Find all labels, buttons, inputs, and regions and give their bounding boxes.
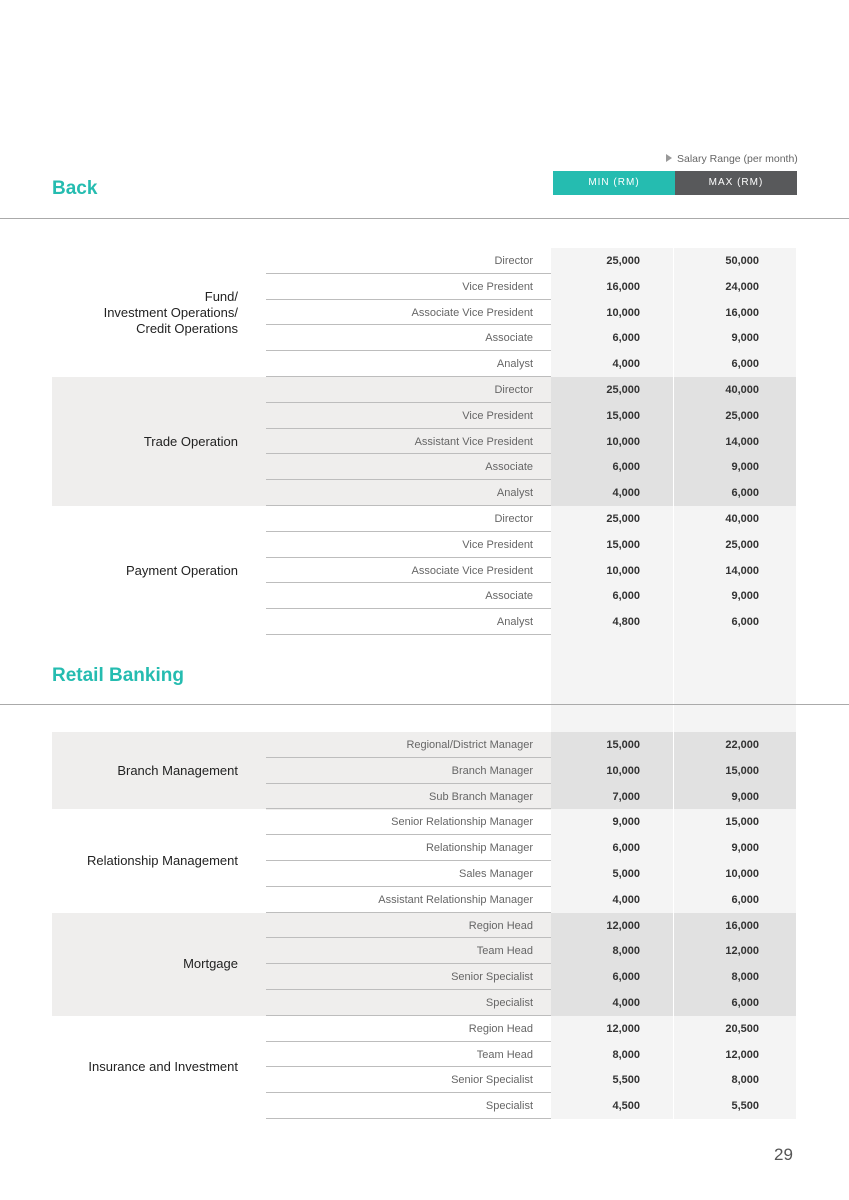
min-salary-cell	[551, 583, 673, 609]
max-salary-value: 16,000	[725, 919, 759, 932]
min-salary-cell	[551, 938, 673, 964]
max-salary-cell	[674, 887, 796, 913]
max-salary-value: 9,000	[731, 790, 759, 803]
role-label: Director	[494, 384, 533, 396]
min-salary-value: 5,500	[612, 1074, 640, 1087]
max-salary-value: 14,000	[725, 564, 759, 577]
min-salary-cell	[551, 248, 673, 274]
role-label: Associate	[485, 590, 533, 603]
role-label: Region Head	[468, 919, 533, 932]
max-salary-cell	[674, 480, 796, 506]
section-title: Retail Banking	[52, 665, 184, 686]
max-salary-value: 9,000	[731, 461, 759, 474]
min-salary-cell	[551, 1093, 673, 1119]
max-salary-cell	[674, 325, 796, 351]
min-salary-cell	[551, 1067, 673, 1093]
max-salary-cell	[674, 300, 796, 326]
min-salary-cell	[551, 351, 673, 377]
min-salary-cell	[551, 990, 673, 1016]
salary-range-legend	[666, 153, 798, 165]
page-number: 29	[774, 1145, 793, 1164]
role-label: Region Head	[468, 1022, 533, 1035]
min-salary-value: 4,000	[612, 358, 640, 371]
min-salary-value: 6,000	[612, 332, 640, 345]
min-salary-cell	[551, 454, 673, 480]
triangle-right-icon	[666, 154, 672, 162]
role-label: Associate Vice President	[411, 564, 533, 577]
group-title: Relationship Management	[86, 853, 238, 868]
min-salary-cell	[551, 758, 673, 784]
max-salary-value: 6,000	[731, 997, 759, 1009]
min-salary-value: 7,000	[612, 790, 640, 803]
max-salary-value: 14,000	[725, 435, 759, 448]
row-divider	[266, 1118, 551, 1119]
max-salary-cell	[674, 964, 796, 990]
min-salary-cell	[551, 887, 673, 913]
role-label: Senior Relationship Manager	[391, 816, 533, 829]
min-salary-value: 4,000	[612, 997, 640, 1009]
max-salary-cell	[674, 609, 796, 635]
min-salary-cell	[551, 784, 673, 810]
min-salary-value: 4,500	[612, 1100, 640, 1113]
min-salary-cell	[551, 809, 673, 835]
min-salary-cell	[551, 480, 673, 506]
section-title: Back	[52, 178, 98, 199]
role-label: Associate	[485, 461, 533, 474]
max-salary-cell	[674, 758, 796, 784]
max-salary-value: 9,000	[731, 332, 759, 345]
max-salary-value: 6,000	[731, 616, 759, 629]
min-salary-value: 25,000	[606, 513, 640, 525]
max-salary-cell	[674, 583, 796, 609]
row-divider	[266, 634, 551, 635]
min-salary-cell	[551, 1042, 673, 1068]
min-salary-value: 9,000	[612, 816, 640, 829]
role-label: Relationship Manager	[425, 842, 533, 855]
role-label: Associate	[485, 332, 533, 345]
max-salary-value: 6,000	[731, 487, 759, 500]
role-label: Specialist	[485, 1100, 533, 1113]
max-salary-value: 8,000	[731, 1074, 759, 1087]
role-label: Director	[494, 513, 533, 525]
min-salary-value: 10,000	[606, 435, 640, 448]
min-salary-cell	[551, 300, 673, 326]
max-salary-value: 8,000	[731, 971, 759, 984]
min-salary-value: 6,000	[612, 842, 640, 855]
legend-label: Salary Range (per month)	[677, 153, 798, 165]
min-salary-value: 15,000	[606, 538, 640, 551]
max-salary-cell	[674, 274, 796, 300]
max-salary-value: 24,000	[725, 280, 759, 293]
max-salary-cell	[674, 835, 796, 861]
min-salary-cell	[551, 506, 673, 532]
min-salary-value: 8,000	[612, 945, 640, 958]
max-salary-value: 5,500	[731, 1100, 759, 1113]
min-salary-value: 16,000	[606, 280, 640, 293]
max-salary-value: 12,000	[725, 945, 759, 958]
max-salary-value: 20,500	[725, 1022, 759, 1035]
max-salary-value: 25,000	[725, 538, 759, 551]
min-salary-cell	[551, 325, 673, 351]
min-salary-value: 25,000	[606, 384, 640, 396]
max-salary-value: 12,000	[725, 1048, 759, 1061]
min-salary-cell	[551, 558, 673, 584]
role-label: Regional/District Manager	[406, 739, 533, 751]
max-salary-cell	[674, 532, 796, 558]
group-title: Insurance and Investment	[88, 1059, 238, 1075]
min-salary-value: 6,000	[612, 461, 640, 474]
max-salary-cell	[674, 1093, 796, 1119]
role-label: Analyst	[496, 487, 533, 500]
role-label: Assistant Vice President	[414, 435, 533, 448]
max-column-header: MAX (RM)	[675, 171, 797, 195]
max-salary-cell	[674, 506, 796, 532]
min-salary-cell	[551, 532, 673, 558]
min-salary-value: 15,000	[606, 409, 640, 422]
role-label: Senior Specialist	[451, 971, 533, 984]
role-label: Team Head	[476, 945, 533, 958]
min-column-fill	[551, 635, 673, 732]
max-salary-cell	[674, 990, 796, 1016]
min-salary-cell	[551, 1016, 673, 1042]
min-salary-value: 12,000	[606, 1022, 640, 1035]
min-salary-cell	[551, 274, 673, 300]
role-label: Vice President	[462, 409, 533, 422]
max-salary-value: 9,000	[731, 590, 759, 603]
max-salary-cell	[674, 1042, 796, 1068]
max-salary-value: 15,000	[725, 764, 759, 777]
max-salary-value: 9,000	[731, 842, 759, 855]
max-column-fill	[674, 635, 796, 732]
max-salary-cell	[674, 732, 796, 758]
max-salary-cell	[674, 861, 796, 887]
min-salary-value: 10,000	[606, 564, 640, 577]
max-salary-cell	[674, 248, 796, 274]
role-label: Assistant Relationship Manager	[378, 893, 533, 906]
role-label: Director	[494, 255, 533, 267]
max-salary-cell	[674, 938, 796, 964]
min-salary-cell	[551, 861, 673, 887]
max-salary-cell	[674, 784, 796, 810]
min-salary-value: 10,000	[606, 764, 640, 777]
role-label: Specialist	[485, 997, 533, 1009]
min-salary-value: 6,000	[612, 971, 640, 984]
max-salary-cell	[674, 403, 796, 429]
role-label: Team Head	[476, 1048, 533, 1061]
group-title: Branch Management	[117, 762, 238, 778]
min-salary-cell	[551, 913, 673, 939]
role-label: Vice President	[462, 280, 533, 293]
min-salary-value: 12,000	[606, 919, 640, 932]
max-salary-cell	[674, 1016, 796, 1042]
group-title: Payment Operation	[125, 562, 238, 578]
max-salary-cell	[674, 377, 796, 403]
min-salary-value: 15,000	[606, 739, 640, 751]
max-salary-value: 40,000	[725, 384, 759, 396]
role-label: Analyst	[496, 616, 533, 629]
section-divider	[0, 218, 849, 219]
group-title: Trade Operation	[143, 433, 238, 449]
role-label: Associate Vice President	[411, 306, 533, 319]
group-title: Mortgage	[183, 956, 238, 972]
max-salary-value: 6,000	[731, 893, 759, 906]
min-salary-cell	[551, 403, 673, 429]
role-label: Vice President	[462, 538, 533, 551]
min-salary-value: 4,000	[612, 893, 640, 906]
section-divider	[0, 704, 849, 705]
min-salary-value: 5,000	[612, 868, 640, 880]
min-salary-cell	[551, 732, 673, 758]
group-title: Fund/ Investment Operations/ Credit Operations	[103, 288, 238, 336]
min-salary-value: 10,000	[606, 306, 640, 319]
max-salary-value: 6,000	[731, 358, 759, 371]
role-label: Branch Manager	[451, 764, 533, 777]
min-column-header: MIN (RM)	[553, 171, 675, 195]
max-salary-value: 22,000	[725, 739, 759, 751]
max-salary-cell	[674, 1067, 796, 1093]
min-salary-cell	[551, 964, 673, 990]
max-salary-cell	[674, 351, 796, 377]
min-salary-value: 6,000	[612, 590, 640, 603]
max-salary-cell	[674, 429, 796, 455]
role-label: Analyst	[496, 358, 533, 371]
min-salary-cell	[551, 835, 673, 861]
max-salary-value: 16,000	[725, 306, 759, 319]
min-salary-value: 4,000	[612, 487, 640, 500]
max-salary-cell	[674, 913, 796, 939]
max-salary-value: 10,000	[725, 868, 759, 880]
role-label: Sub Branch Manager	[429, 790, 533, 803]
min-salary-cell	[551, 609, 673, 635]
max-salary-value: 15,000	[725, 816, 759, 829]
max-salary-cell	[674, 454, 796, 480]
min-salary-value: 4,800	[612, 616, 640, 629]
max-salary-value: 50,000	[725, 255, 759, 267]
max-salary-value: 25,000	[725, 409, 759, 422]
max-salary-value: 40,000	[725, 513, 759, 525]
min-salary-value: 25,000	[606, 255, 640, 267]
max-salary-cell	[674, 558, 796, 584]
role-label: Senior Specialist	[451, 1074, 533, 1087]
min-salary-cell	[551, 429, 673, 455]
min-salary-value: 8,000	[612, 1048, 640, 1061]
max-salary-cell	[674, 809, 796, 835]
role-label: Sales Manager	[459, 868, 533, 880]
min-salary-cell	[551, 377, 673, 403]
